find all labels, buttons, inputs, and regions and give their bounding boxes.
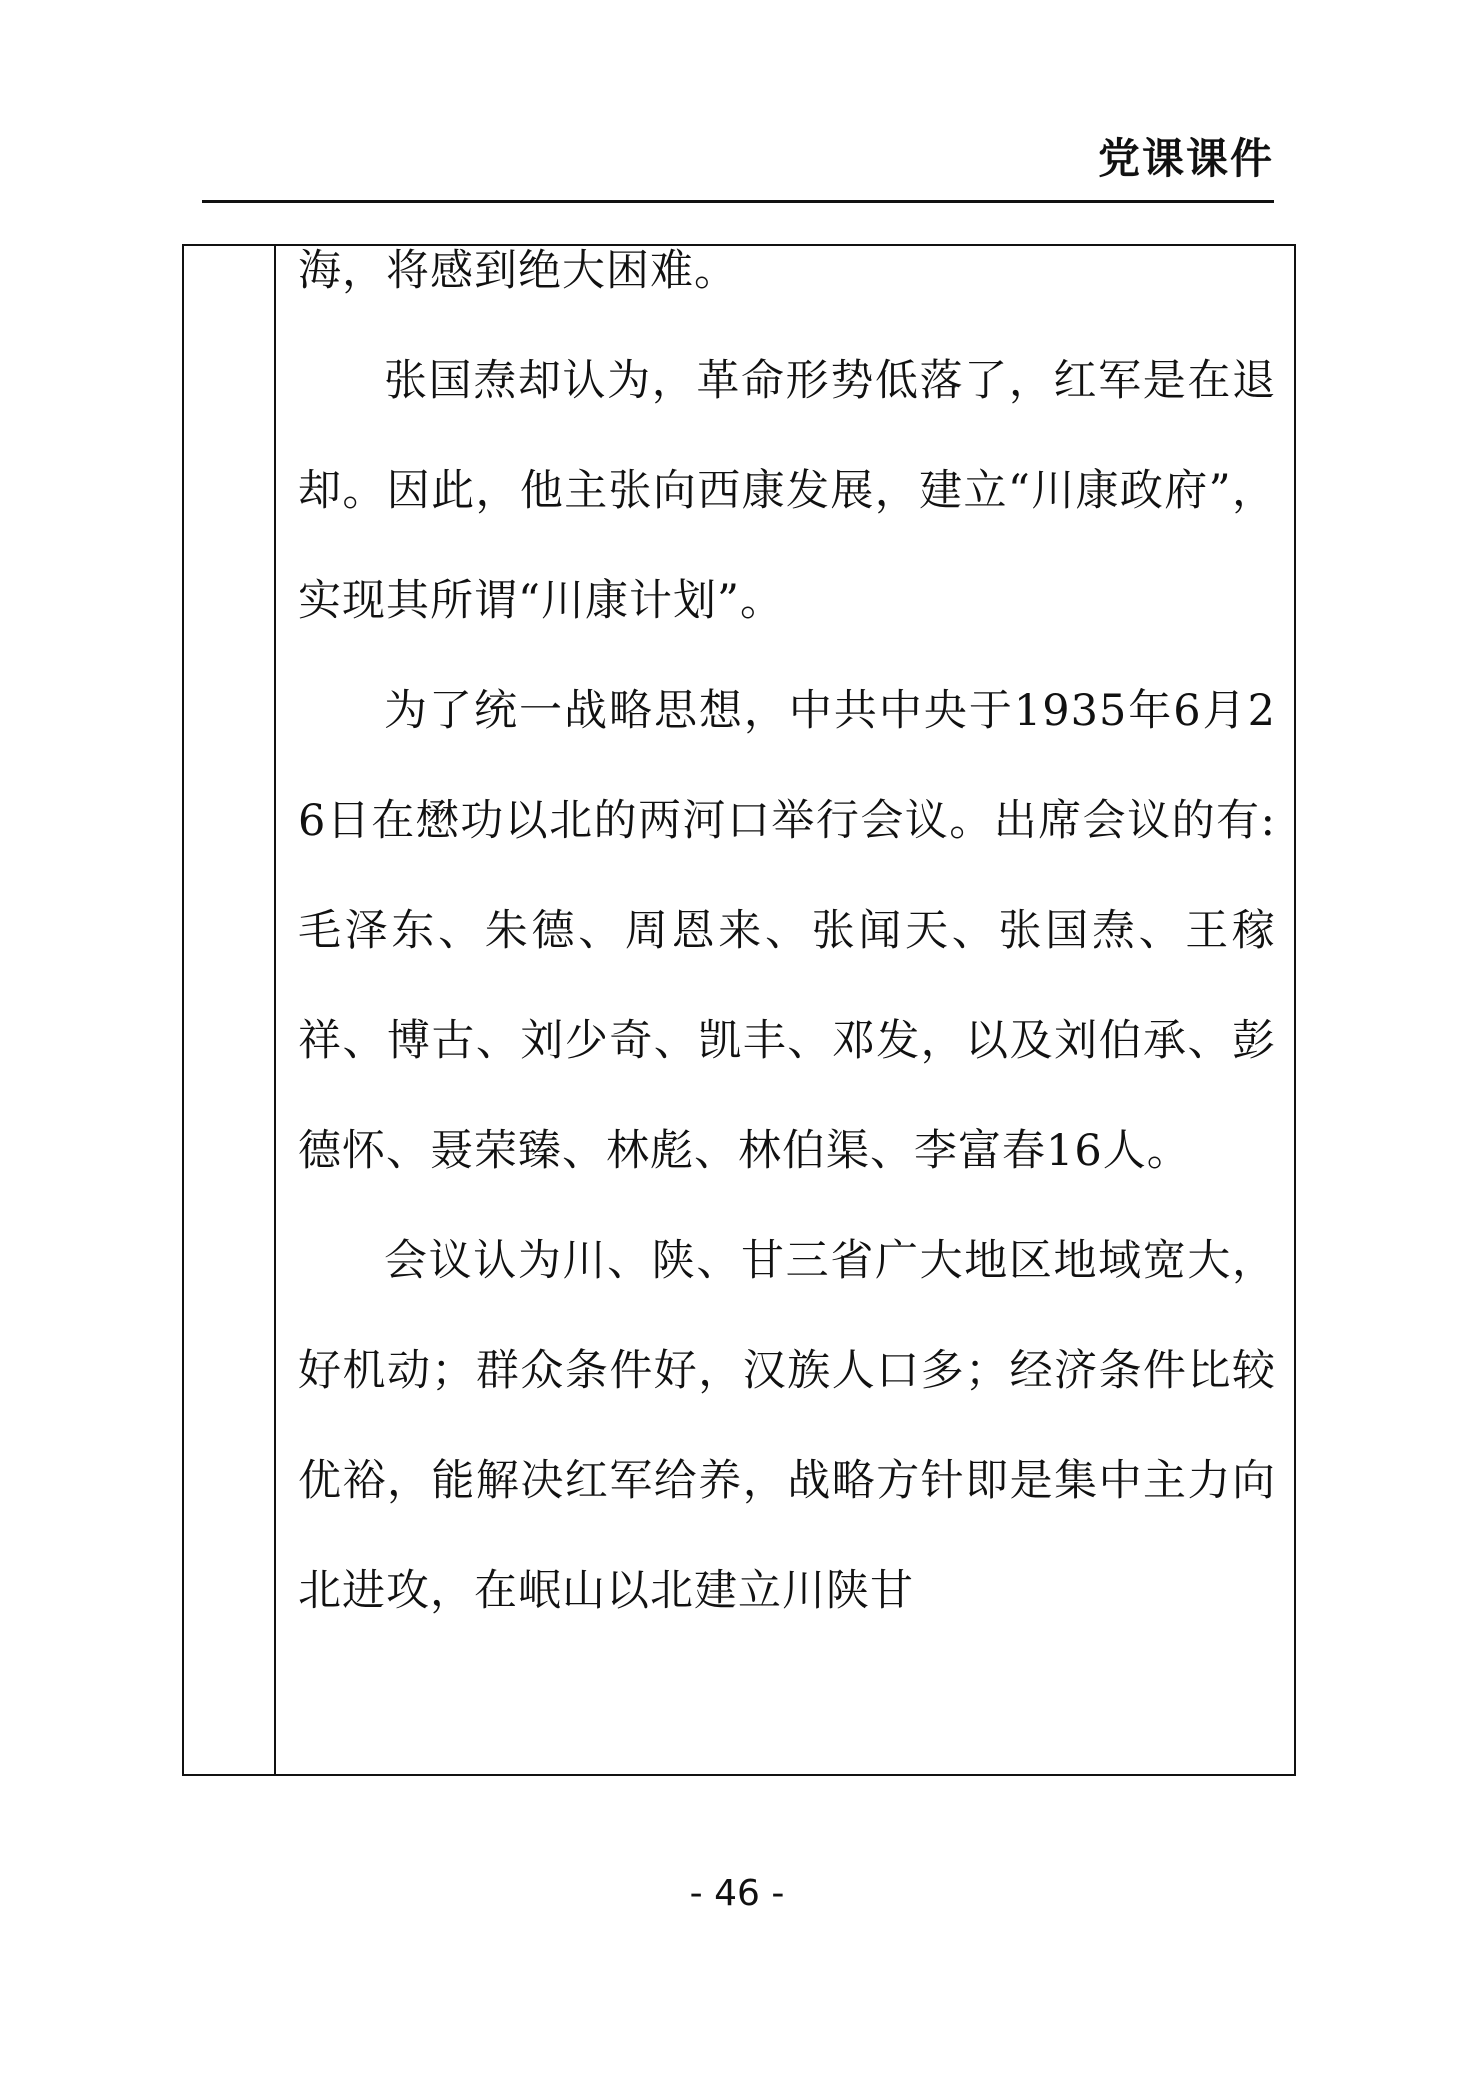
paragraph-meeting-conclusion: 会议认为川、陕、甘三省广大地区地域宽大，好机动；群众条件好，汉族人口多；经济条件比较优裕，能解决红军给养，战略方针即是集中主力向北进攻，在岷山以北建立川陕甘 (298, 1236, 1276, 1616)
paragraph-zhang-guotao-view: 张国焘却认为，革命形势低落了，红军是在退却。因此，他主张向西康发展，建立“川康政府”，实现其所谓“川康计划”。 (298, 356, 1276, 626)
page-number: - 46 - (689, 1873, 785, 1914)
table-left-column (184, 246, 276, 1774)
table-text-cell (298, 246, 1276, 1774)
header-divider (202, 200, 1274, 203)
document-header-title: 党课课件 (1097, 134, 1274, 183)
content-table (182, 244, 1296, 1776)
paragraph-lianghekou-meeting: 为了统一战略思想，中共中央于1935年6月26日在懋功以北的两河口举行会议。出席会议的有:毛泽东、朱德、周恩来、张闻天、张国焘、王稼祥、博古、刘少奇、凯丰、邓发，以及刘伯承、彭德怀、聂荣臻、林彪、林伯渠、李富春16人。 (298, 686, 1276, 1176)
paragraph-continuation: 海，将感到绝大困难。 (298, 246, 738, 296)
